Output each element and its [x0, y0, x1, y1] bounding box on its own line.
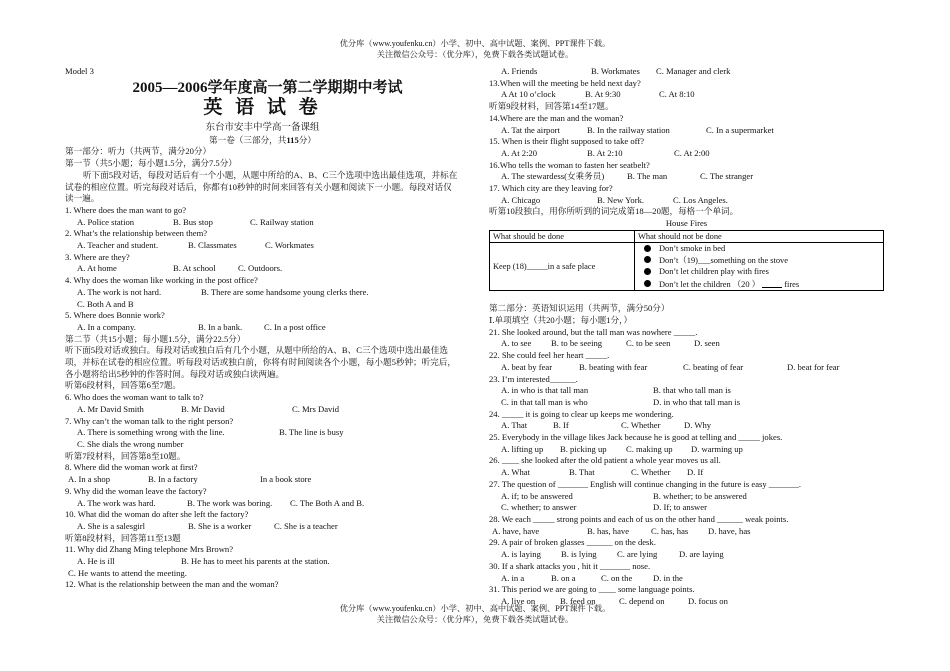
option: A. have, have [492, 525, 540, 536]
option: D. If [687, 467, 704, 478]
question-27-options-ab [489, 491, 884, 503]
question-27-options-cd [489, 502, 884, 514]
list-item [638, 266, 880, 278]
option: B. At 2:10 [587, 147, 623, 158]
option: A. Police station [77, 216, 135, 227]
option: B. to be seeing [551, 338, 603, 349]
option: B. If [553, 420, 569, 431]
question-12-options [489, 66, 884, 78]
option: A. if; to be answered [501, 490, 573, 501]
question-17: 17. Which city are they leaving for? [489, 183, 613, 194]
option: A. At home [77, 263, 117, 274]
table-row [490, 243, 884, 291]
option: B. At school [173, 263, 216, 274]
question-27: 27. The question of _______ English will continue changing in the future is easy _______. [489, 478, 802, 489]
option: D. Why [684, 420, 712, 431]
header-line: 优分库（www.youfenku.cn）小学、初中、高中试题、案例、PPT课件下载。 [339, 39, 611, 48]
bullet-icon [644, 268, 651, 275]
option: C. The Both A and B. [290, 497, 365, 508]
option: D. warming up [691, 443, 743, 454]
list-item [638, 278, 880, 291]
option: B. feed on [560, 595, 596, 606]
option: C. to be seen [626, 338, 671, 349]
part-heading: 第一部分：听力（共两节，满分20分） [65, 146, 212, 157]
option: A. There is something wrong with the line. [77, 427, 225, 438]
option: C. Outdoors. [238, 263, 283, 274]
option: C. The stranger [700, 171, 754, 182]
question-10: 10. What did the woman do after she left the factory? [65, 509, 249, 520]
option: C. are lying [617, 549, 658, 560]
question-29-options [489, 549, 884, 561]
school-name: 东台市安丰中学高一备课组 [205, 122, 320, 133]
question-30: 30. If a shark attacks you , hit it _______ nose. [489, 560, 651, 571]
table-cell-list [635, 243, 884, 291]
list-item [638, 243, 880, 255]
option: C. At 8:10 [659, 89, 695, 100]
option: C. whether; to answer [501, 502, 577, 513]
option: C. Whether [631, 467, 671, 478]
house-fires-table [489, 230, 884, 292]
table-title: House Fires [665, 218, 708, 229]
exam-title: 2005—2006学年度高一第二学期期中考试 [132, 79, 403, 96]
volume-score: 115 [286, 134, 299, 145]
option: C. Los Angeles. [673, 194, 728, 205]
option: A. In a shop [68, 474, 111, 485]
question-31: 31. This period we are going to ____ some language points. [489, 584, 695, 595]
option: A. Chicago [501, 194, 541, 205]
question-23-options-cd [489, 397, 884, 409]
question-22-options [489, 362, 884, 374]
option: A. Friends [501, 66, 538, 76]
option: A. Teacher and student. [77, 240, 159, 251]
question-13-options [489, 89, 884, 101]
question-11: 11. Why did Zhang Ming telephone Mrs Brown? [65, 544, 234, 555]
option: B. Bus stop [173, 216, 213, 227]
option: A. in a [501, 572, 525, 583]
option: A. The stewardess(女乘务员) [501, 171, 605, 182]
page-footer [0, 603, 950, 625]
option: C. At 2:00 [674, 147, 710, 158]
option: B. has, have [587, 525, 630, 536]
exam-subject: 英 语 试 卷 [203, 96, 322, 118]
option: B. She is a worker [188, 520, 252, 531]
option: A. He is ill [77, 556, 115, 567]
option: C. She is a teacher [274, 520, 338, 531]
table-header: What should not be done [635, 230, 884, 243]
option: D. in who that tall man is [653, 396, 741, 407]
option: D. If; to answer [653, 502, 707, 513]
option: D. are laying [679, 549, 724, 560]
list-item-text-end: fires [784, 279, 800, 289]
option: B. Classmates [188, 240, 237, 251]
question-7-options [65, 427, 460, 439]
question-8: 8. Where did the woman work at first? [65, 462, 198, 473]
option: B. The man [627, 171, 668, 182]
question-13: 13.When will the meeting be held next day? [489, 77, 641, 88]
option: D. have, has [708, 525, 751, 536]
option: D. seen [694, 338, 720, 349]
option: B. The line is busy [279, 427, 344, 438]
right-column [489, 66, 884, 608]
list-item-text: Don’t smoke in bed [659, 244, 726, 254]
bullet-icon [644, 256, 651, 263]
question-3: 3. Where are they? [65, 251, 130, 262]
question-15: 15. When is their flight supposed to take off? [489, 136, 645, 147]
option: B. That [569, 467, 595, 478]
section-instructions: 听下面5段对话或独白。每段对话或独白后有几个小题，从题中所给的A、B、C三个选项中选出最佳选项，并标在试卷的相应位置。听每段对话或独白前，你将有时间阅读各个小题，每小题5秒钟；听完后，各小题将给出5秒钟的作答时间。每段对话或独白读两遍。 [65, 345, 457, 379]
list-item-text: Don’t（19)___something on the stove [659, 255, 788, 265]
option: In a book store [260, 474, 312, 485]
question-7: 7. Why can’t the woman talk to the right person? [65, 415, 234, 426]
question-4-options [65, 287, 460, 299]
option: C. She dials the wrong number [77, 438, 184, 449]
option: C. Workmates [265, 240, 314, 251]
question-15-options [489, 148, 884, 160]
option: A. lifting up [501, 443, 544, 454]
question-23: 23. I’m interested______. [489, 373, 578, 384]
header-line: 关注微信公众号：（优分库），免费下载各类试题试卷。 [376, 50, 574, 59]
option: B. that who tall man is [653, 385, 731, 396]
part-heading: 第二部分：英语知识运用（共两节，满分50分） [489, 303, 670, 314]
option: B. is lying [561, 549, 597, 560]
option: C. In a supermarket [706, 124, 774, 135]
option: B. He has to meet his parents at the station. [181, 556, 330, 567]
option: C. on the [601, 572, 633, 583]
question-9-options [65, 498, 460, 510]
question-29: 29. A pair of broken glasses ______ on the desk. [489, 537, 656, 548]
option: A. Mr David Smith [77, 403, 144, 414]
option: D. beat for fear [787, 361, 840, 372]
question-26-options [489, 467, 884, 479]
list-item-text: Don’t let the children （20 ） [659, 279, 761, 289]
option: C. has, has [651, 525, 689, 536]
option: C. He wants to attend the meeting. [68, 567, 187, 578]
option: B. The work was boring. [187, 497, 273, 508]
question-24: 24. _____ it is going to clear up keeps me wondering. [489, 408, 674, 419]
option: A. That [501, 420, 528, 431]
volume-text: 第一卷（三部分，共 [209, 134, 287, 145]
question-3-options [65, 263, 460, 275]
option: C. in that tall man is who [501, 396, 588, 407]
question-14-options [489, 125, 884, 137]
option: A. She is a salesgirl [77, 520, 146, 531]
question-28: 28. We each _____ strong points and each of us on the other hand ______ weak points. [489, 514, 789, 524]
option: B. New York. [597, 194, 645, 205]
question-1: 1. Where does the man want to go? [65, 204, 187, 215]
section-heading: Ⅰ.单项填空（共20小题；每小题1分，） [489, 315, 633, 326]
model-label: Model 3 [65, 66, 94, 76]
question-22: 22. She could feel her heart _____. [489, 350, 610, 361]
option: C. depend on [619, 595, 665, 606]
question-28-options [489, 526, 884, 538]
option: A. in who is that tall man [501, 385, 589, 396]
question-16: 16.Who tells the woman to fasten her seatbelt? [489, 159, 650, 170]
question-14: 14.Where are the man and the woman? [489, 112, 624, 123]
page-header [0, 38, 950, 60]
section-heading: 第二节（共15小题；每小题1.5分，满分22.5分） [65, 333, 246, 344]
question-2: 2. What’s the relationship between them? [65, 228, 208, 239]
option: B. beating with fear [579, 361, 648, 372]
question-26: 26. ____ she looked after the old patient a whole year moves us all. [489, 455, 721, 466]
question-10-options [65, 521, 460, 533]
table-header: What should be done [490, 230, 635, 243]
question-5-options [65, 322, 460, 334]
question-21-options [489, 338, 884, 350]
option: D. in the [653, 572, 683, 583]
option: A. The work is not hard. [77, 286, 162, 297]
option: A. beat by fear [501, 361, 553, 372]
option: B. whether; to be answered [653, 490, 747, 501]
option: A. What [501, 467, 530, 478]
option: A. live on [501, 595, 536, 606]
option: A. is laying [501, 549, 541, 560]
question-1-options [65, 217, 460, 229]
question-4: 4. Why does the woman like working in the post office? [65, 275, 258, 286]
option: B. In the railway station [587, 124, 670, 135]
option: B. There are some handsome young clerks there. [201, 286, 369, 297]
option: C. making up [626, 443, 673, 454]
option: B. In a factory [148, 474, 198, 485]
option: C. Mrs David [292, 403, 340, 414]
option: A. Tat the airport [501, 124, 560, 135]
bullet-icon [644, 245, 651, 252]
section-instructions: 听下面5段对话，每段对话后有一个小题，从题中所给的A、B、C三个选项中选出最佳选项，并标在试卷的相应位置。听完每段对话后，你都有10秒钟的时间来回答有关小题和阅读下一小题。每段对话仅读一遍。 [65, 169, 458, 204]
option: C. Both A and B [77, 298, 134, 309]
option: A. to see [501, 338, 532, 349]
footer-line: 优分库（www.youfenku.cn）小学、初中、高中试题、案例、PPT课件下载。 [339, 604, 611, 613]
option: B. on a [551, 572, 576, 583]
table-cell-blank-18: Keep (18)_____in a safe place [490, 243, 635, 291]
option: C. Whether [621, 420, 661, 431]
material-note: 听第9段材料，回答第14至17题。 [489, 101, 614, 112]
section-heading: 第一节（共5小题；每小题1.5分，满分7.5分） [65, 158, 237, 169]
question-12: 12. What is the relationship between the man and the woman? [65, 579, 279, 590]
table-header-row [490, 230, 884, 243]
question-30-options [489, 573, 884, 585]
question-5: 5. Where does Bonnie work? [65, 310, 165, 321]
option: C. beating of fear [683, 361, 744, 372]
question-25: 25. Everybody in the village likes Jack because he is good at telling and _____ jokes. [489, 432, 783, 443]
question-23-options-ab [489, 385, 884, 397]
question-2-options [65, 240, 460, 252]
option: C. Railway station [250, 216, 314, 227]
question-11-options [65, 556, 460, 568]
material-note: 听第8段材料，回答第11至13题 [65, 532, 181, 543]
material-note: 听第7段材料，回答第8至10题。 [65, 450, 186, 461]
option: A. At 2:20 [501, 147, 538, 158]
list-item-text: Don’t let children play with fires [659, 267, 769, 277]
footer-line: 关注微信公众号：（优分库），免费下载各类试题试卷。 [376, 615, 574, 624]
option: D. focus on [688, 595, 728, 606]
question-6: 6. Who does the woman want to talk to? [65, 392, 204, 403]
option: C. In a post office [264, 321, 326, 332]
volume-heading [65, 135, 460, 147]
material-note: 听第10段独白，用你所听到的词完成第18—20题，每格一个单词。 [489, 206, 739, 217]
option: C. Manager and clerk [656, 66, 731, 76]
option: B. At 9:30 [585, 89, 621, 100]
option: B. Mr David [181, 403, 225, 414]
question-9: 9. Why did the woman leave the factory? [65, 485, 207, 496]
blank-line [762, 278, 782, 288]
option: B. In a bank. [198, 321, 243, 332]
left-column [65, 66, 460, 591]
question-17-options [489, 195, 884, 207]
question-8-options [65, 474, 460, 486]
bullet-icon [644, 280, 651, 287]
question-25-options [489, 444, 884, 456]
list-item [638, 255, 880, 267]
option: A. The work was hard. [77, 497, 156, 508]
option: A. In a company. [77, 321, 136, 332]
option: B. Workmates [591, 66, 640, 76]
question-16-options [489, 171, 884, 183]
question-24-options [489, 420, 884, 432]
question-6-options [65, 404, 460, 416]
question-21: 21. She looked around, but the tall man was nowhere _____. [489, 326, 698, 337]
option: A At 10 o’clock [501, 89, 556, 100]
material-note: 听第6段材料，回答第6至7题。 [65, 380, 182, 391]
volume-text-end: 分） [298, 134, 316, 145]
option: B. picking up [560, 443, 607, 454]
